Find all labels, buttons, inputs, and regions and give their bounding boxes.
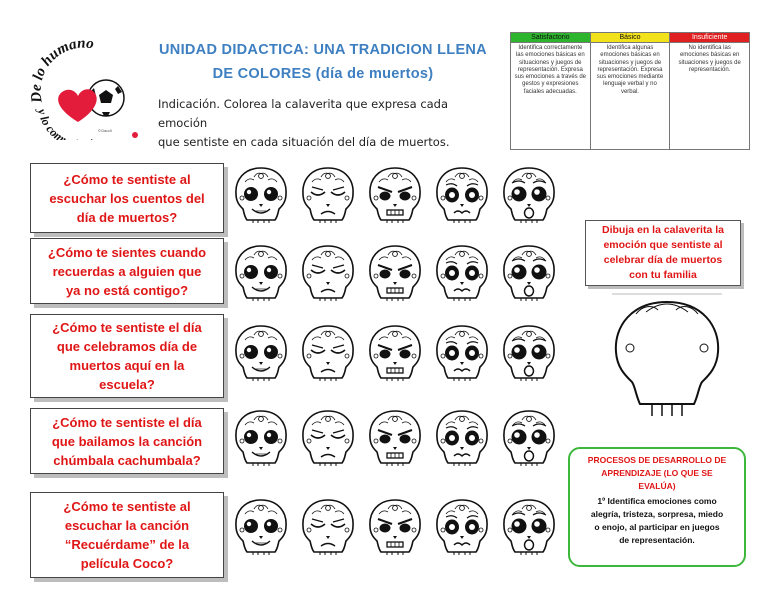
question-line: “Recuérdame” de la — [64, 537, 190, 552]
blank-skull-drawing-area[interactable] — [606, 292, 728, 418]
question-line: que celebramos día de — [56, 339, 198, 354]
process-body-line: alegría, tristeza, sorpresa, miedo — [590, 509, 724, 519]
question-line: chúmbala cachumbala? — [53, 452, 201, 468]
skull-sad-icon[interactable] — [299, 496, 357, 556]
title-line-1: UNIDAD DIDACTICA: UNA TRADICION LLENA — [159, 42, 487, 58]
logo-signature: ©Gaudi — [98, 128, 112, 133]
heart-icon — [58, 89, 97, 122]
rubric-header-insuficiente: Insuficiente — [670, 33, 750, 43]
question-box-4 — [30, 408, 224, 474]
skull-row-2 — [232, 240, 562, 300]
question-line: muertos aquí en la — [69, 358, 185, 373]
skull-surprised-icon[interactable] — [500, 407, 558, 467]
process-body-line: 1º Identifica emociones como — [597, 496, 717, 506]
process-heading-line: EVALÚA) — [638, 481, 676, 491]
process-body-line: o enojo, al participar en juegos — [594, 522, 720, 532]
rubric-header-satisfactorio: Satisfactorio — [511, 33, 591, 43]
instruction-line-1: Indicación. Colorea la calaverita que expresa cada emoción — [158, 97, 449, 130]
skull-happy-icon[interactable] — [232, 407, 290, 467]
skull-sad-icon[interactable] — [299, 407, 357, 467]
draw-prompt-line: celebrar día de muertos — [603, 254, 723, 266]
skull-row-3 — [232, 320, 562, 380]
skull-scared-icon[interactable] — [433, 496, 491, 556]
question-box-3 — [30, 314, 224, 398]
question-line: ¿Cómo te sentiste al — [63, 171, 191, 187]
rubric-header-basico: Básico — [590, 33, 670, 43]
instructions — [158, 95, 498, 152]
skull-scared-icon[interactable] — [433, 242, 491, 302]
question-line: película Coco? — [80, 556, 174, 571]
question-line: día de muertos? — [76, 209, 178, 225]
skull-angry-icon[interactable] — [366, 242, 424, 302]
skull-row-1 — [232, 162, 562, 222]
question-line: que bailamos la canción — [51, 433, 203, 449]
skull-sad-icon[interactable] — [299, 322, 357, 382]
draw-prompt-box — [585, 220, 741, 286]
skull-scared-icon[interactable] — [433, 322, 491, 382]
process-body-line: de representación. — [619, 535, 695, 545]
rubric-cell-insuficiente: No identifica las emociones básicas en situaciones y juegos de representación. — [670, 43, 750, 150]
skull-surprised-icon[interactable] — [500, 322, 558, 382]
skull-surprised-icon[interactable] — [500, 164, 558, 224]
skull-scared-icon[interactable] — [433, 407, 491, 467]
skull-happy-icon[interactable] — [232, 164, 290, 224]
question-box-1 — [30, 163, 224, 233]
question-line: ¿Cómo te sentiste al — [63, 499, 191, 514]
process-heading-line: APRENDIZAJE (LO QUE SE — [601, 468, 713, 478]
question-line: ¿Cómo te sientes cuando — [47, 244, 207, 260]
instruction-line-2: que sentiste en cada situación del día de muertos. — [158, 135, 450, 149]
question-line: escuela? — [99, 377, 155, 392]
learning-process-box — [568, 447, 746, 567]
skull-row-4 — [232, 405, 562, 465]
question-line: ¿Cómo te sentiste el día — [52, 414, 202, 430]
logo-text-top: De lo humano — [28, 40, 95, 104]
skull-surprised-icon[interactable] — [500, 242, 558, 302]
draw-prompt-line: emoción que sentiste al — [603, 239, 723, 251]
skull-surprised-icon[interactable] — [500, 496, 558, 556]
rubric-cell-satisfactorio: Identifica correctamente las emociones básicas en situaciones y juegos de representación. Expresa sus emociones a través de gestos y expresiones faciales adecuadas. — [511, 43, 591, 150]
skull-sad-icon[interactable] — [299, 164, 357, 224]
skull-row-5 — [232, 494, 562, 554]
question-line: ¿Cómo te sentiste el día — [52, 320, 202, 335]
skull-scared-icon[interactable] — [433, 164, 491, 224]
title-line-2: DE COLORES (día de muertos) — [212, 66, 434, 82]
question-line: escuchar los cuentos del — [49, 190, 205, 206]
skull-sad-icon[interactable] — [299, 242, 357, 302]
rubric-table — [510, 32, 750, 150]
page-title — [148, 38, 498, 86]
skull-angry-icon[interactable] — [366, 322, 424, 382]
skull-happy-icon[interactable] — [232, 496, 290, 556]
skull-angry-icon[interactable] — [366, 496, 424, 556]
question-box-2 — [30, 238, 224, 304]
logo-text-bottom: y lo com — [34, 107, 68, 140]
skull-angry-icon[interactable] — [366, 407, 424, 467]
question-line: escuchar la canción — [64, 518, 190, 533]
skull-happy-icon[interactable] — [232, 322, 290, 382]
draw-prompt-line: con tu familia — [629, 269, 697, 281]
skull-angry-icon[interactable] — [366, 164, 424, 224]
question-line: ya no está contigo? — [65, 282, 189, 298]
question-box-5 — [30, 492, 224, 578]
rubric-cell-basico: Identifica algunas emociones básicas en situaciones y juegos de representación. Expresa sus emociones mediante lenguaje verbal y no verbal. — [590, 43, 670, 150]
question-line: recuerdas a alguien que — [52, 263, 202, 279]
draw-prompt-line: Dibuja en la calaverita la — [602, 224, 724, 236]
skull-happy-icon[interactable] — [232, 242, 290, 302]
logo — [28, 40, 140, 140]
process-heading-line: PROCESOS DE DESARROLLO DE — [587, 455, 727, 465]
